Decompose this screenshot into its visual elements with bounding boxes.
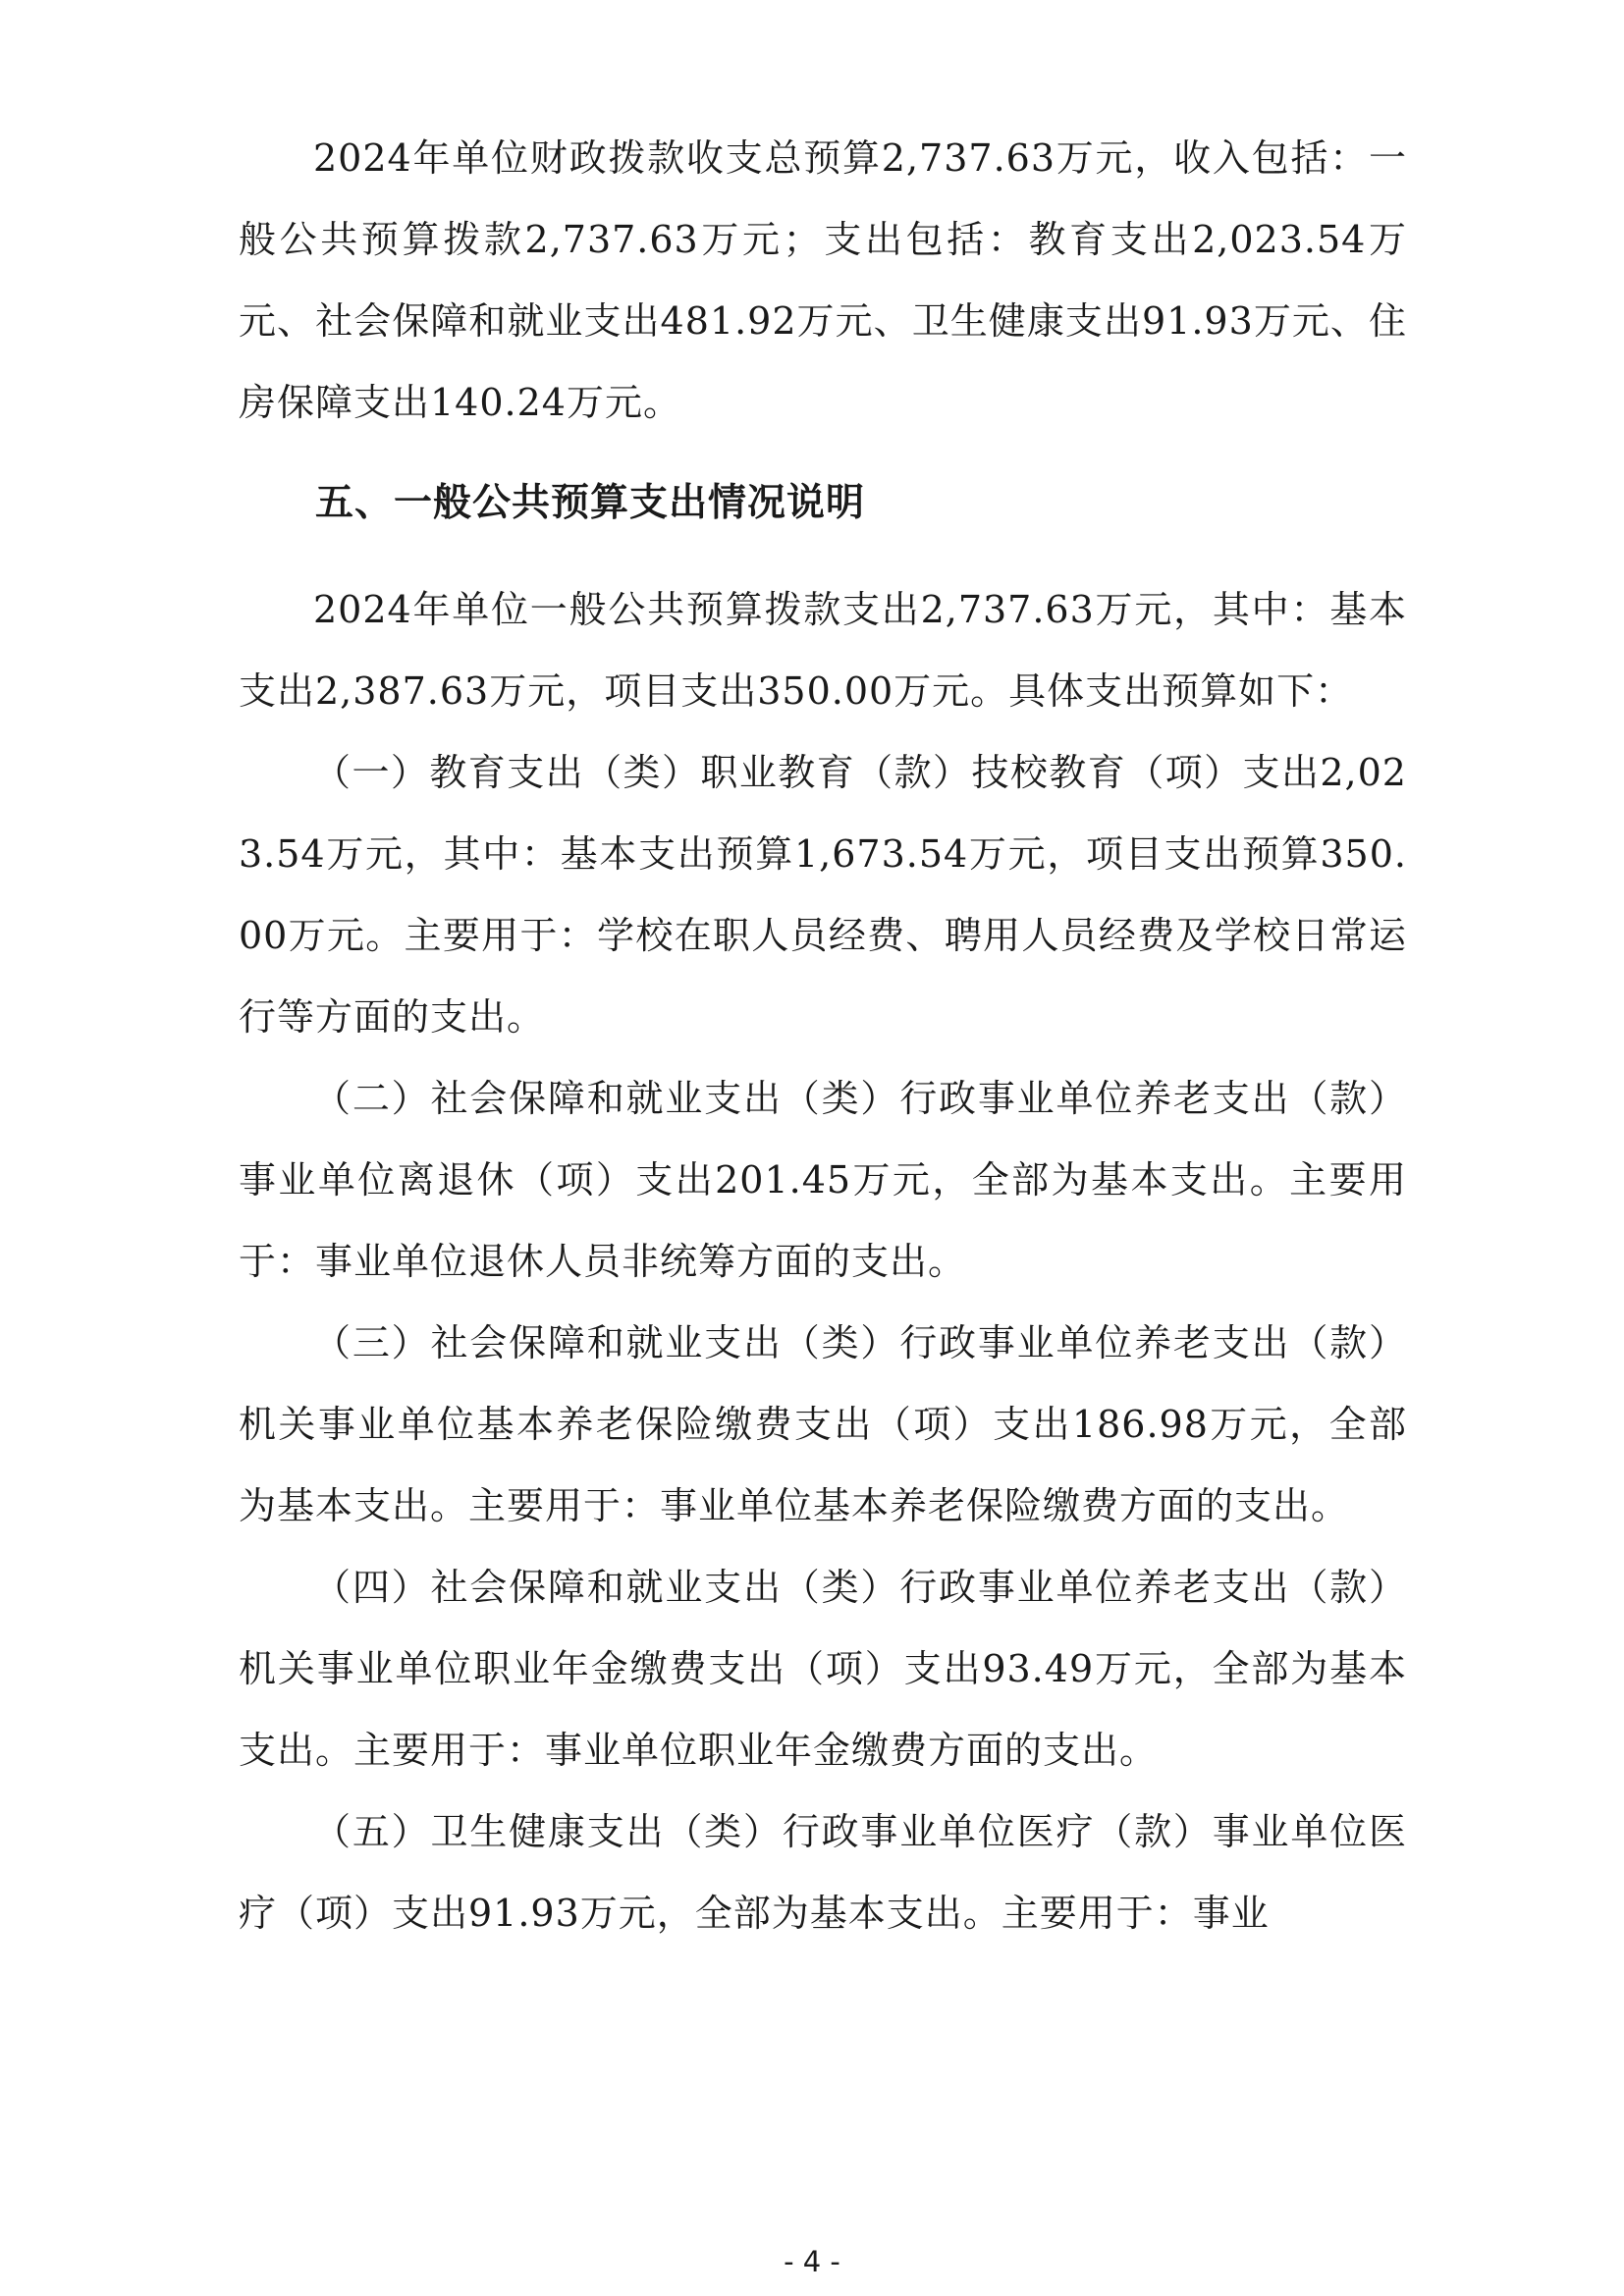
section-heading: 五、一般公共预算支出情况说明 (315, 481, 866, 525)
paragraph-health: （五）卫生健康支出（类）行政事业单位医疗（款）事业单位医疗（项）支出91.93万元，全部为基本支出。主要用于：事业 (239, 1810, 1407, 1935)
paragraph-occupational-annuity: （四）社会保障和就业支出（类）行政事业单位养老支出（款）机关事业单位职业年金缴费支出（项）支出93.49万元，全部为基本支出。主要用于：事业单位职业年金缴费方面的支出。 (239, 1566, 1407, 1772)
paragraph-education: （一）教育支出（类）职业教育（款）技校教育（项）支出2,023.54万元，其中：基本支出预算1,673.54万元，项目支出预算350.00万元。主要用于：学校在职人员经费、聘用人员经费及学校日常运行等方面的支出。 (239, 751, 1407, 1039)
paragraph-expenditure-summary: 2024年单位一般公共预算拨款支出2,737.63万元，其中：基本支出2,387.63万元，项目支出350.00万元。具体支出预算如下： (239, 588, 1407, 713)
paragraph-basic-pension: （三）社会保障和就业支出（类）行政事业单位养老支出（款）机关事业单位基本养老保险缴费支出（项）支出186.98万元，全部为基本支出。主要用于：事业单位基本养老保险缴费方面的支出。 (239, 1321, 1407, 1527)
intro-paragraph: 2024年单位财政拨款收支总预算2,737.63万元，收入包括：一般公共预算拨款2,737.63万元；支出包括：教育支出2,023.54万元、社会保障和就业支出481.92万元、卫生健康支出91.93万元、住房保障支出140.24万元。 (239, 136, 1407, 424)
paragraph-retirement: （二）社会保障和就业支出（类）行政事业单位养老支出（款）事业单位离退休（项）支出201.45万元，全部为基本支出。主要用于：事业单位退休人员非统筹方面的支出。 (239, 1077, 1407, 1283)
document-body (239, 118, 1407, 1954)
page-number: - 4 - (784, 2245, 840, 2278)
